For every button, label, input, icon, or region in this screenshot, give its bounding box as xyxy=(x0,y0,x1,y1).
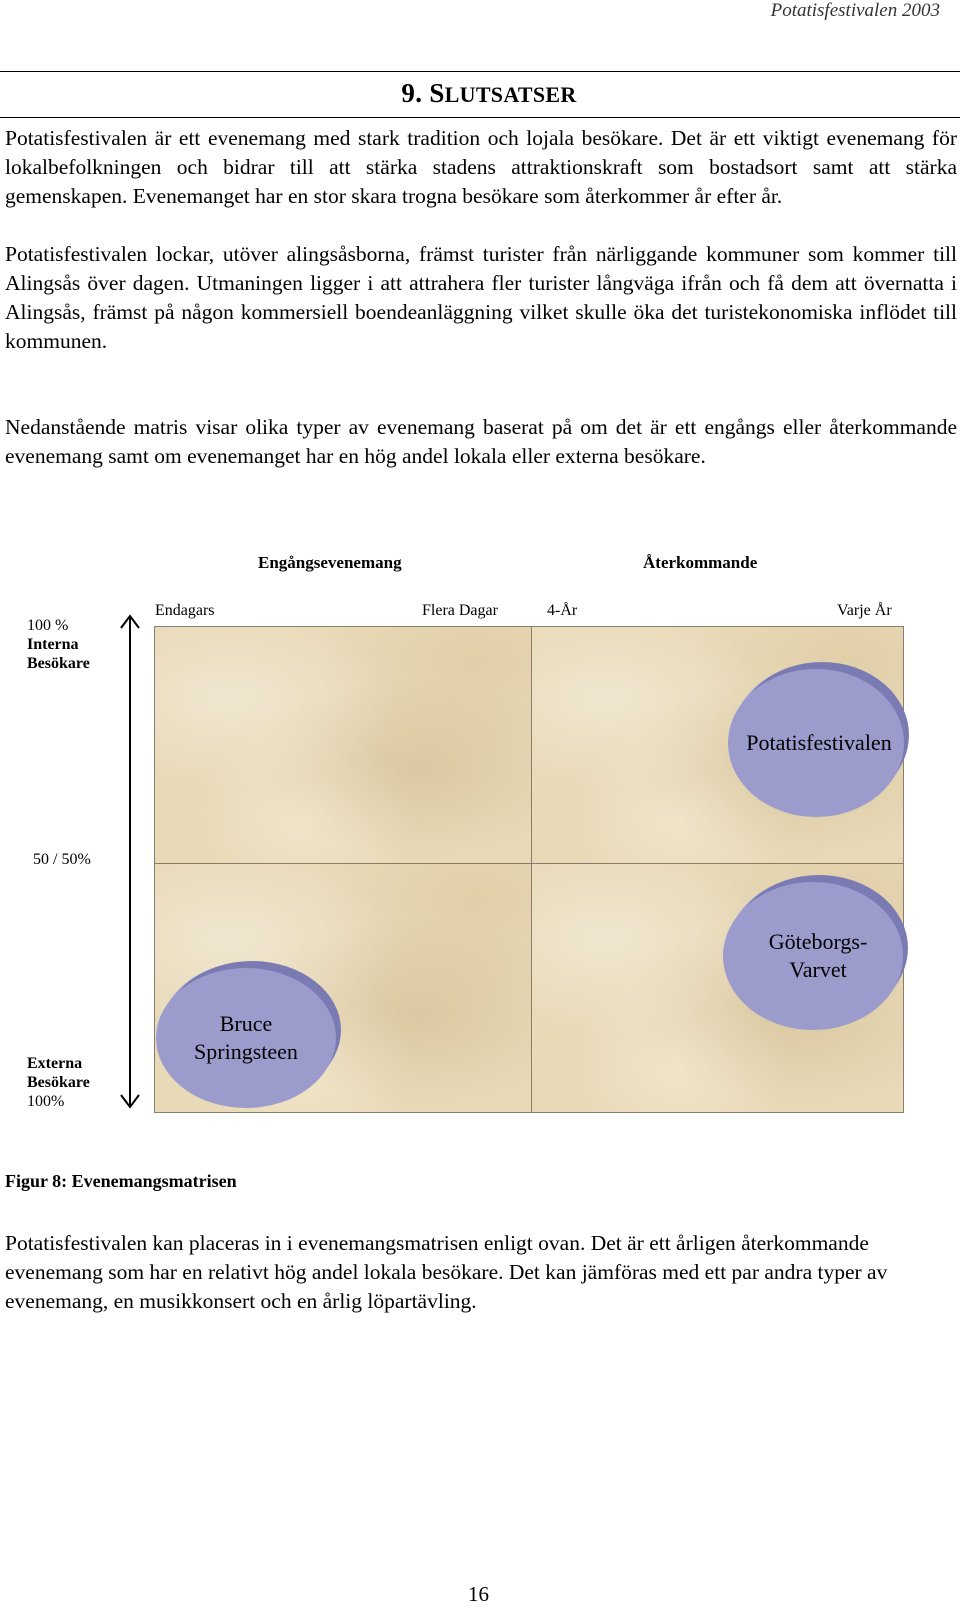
x-label-four-year: 4-År xyxy=(547,602,578,619)
page-number: 16 xyxy=(468,1582,489,1606)
event-bubble-bruce-springsteen xyxy=(156,968,336,1108)
event-label-bruce-springsteen xyxy=(194,1010,298,1066)
chapter-title-initial: S xyxy=(429,78,445,108)
y-label-bottom-percent: 100% xyxy=(27,1093,65,1110)
event-label-goteborgsvarvet-line1: Göteborgs- xyxy=(768,929,868,954)
paragraph-2: Potatisfestivalen lockar, utöver alingsåsborna, främst turister från närliggande kommuner som kommer till Alingsås över dagen. Utmaningen ligger i att attrahera fler turister långväga ifrån och få dem att övernatta i Alingsås, främst på någon kommersiell boendeanläggning vilket skulle öka det turistekonomiska inflödet till kommunen. xyxy=(5,242,957,353)
chapter-title-rest: LUTSATSER xyxy=(444,82,577,107)
paragraph-3: Nedanstående matris visar olika typer av evenemang baserat på om det är ett engångs eller återkommande evenemang samt om evenemanget har en hög andel lokala eller externa besökare. xyxy=(5,415,957,468)
event-label-bruce-springsteen-line2: Springsteen xyxy=(194,1039,298,1064)
header-rule xyxy=(0,71,960,72)
y-label-top-word1: Interna xyxy=(27,636,79,653)
y-label-bottom-word2: Besökare xyxy=(27,1074,90,1091)
y-label-middle: 50 / 50% xyxy=(33,851,91,868)
figure-caption: Figur 8: Evenemangsmatrisen xyxy=(5,1171,237,1191)
column-header-recurring: Återkommande xyxy=(643,553,758,572)
y-label-top xyxy=(27,616,90,673)
event-label-goteborgsvarvet-line2: Varvet xyxy=(789,957,847,982)
chapter-number: 9. xyxy=(401,78,423,108)
running-header: Potatisfestivalen 2003 xyxy=(770,0,940,21)
y-label-top-percent: 100 % xyxy=(27,617,69,634)
closing-paragraph: Potatisfestivalen kan placeras in i evenemangsmatrisen enligt ovan. Det är ett årligen återkommande evenemang som har en relativt hög andel lokala besökare. Det kan jämföras med ett par andra typer av evenemang, en musikkonsert och en årlig löpartävling. xyxy=(5,1231,888,1313)
quadrant-top-left xyxy=(154,626,532,864)
paragraph-1: Potatisfestivalen är ett evenemang med stark tradition och lojala besökare. Det är ett viktigt evenemang för lokalbefolkningen och bidrar till att stärka stadens attraktionskraft som bostadsort samt att stärka gemenskapen. Evenemanget har en stor skara trogna besökare som återkommer år efter år. xyxy=(5,126,957,208)
vertical-double-arrow-icon xyxy=(115,612,145,1112)
event-label-goteborgsvarvet xyxy=(759,928,868,984)
x-label-every-year: Varje År xyxy=(837,602,892,619)
y-label-bottom-word1: Externa xyxy=(27,1055,83,1072)
event-bubble-goteborgsvarvet xyxy=(723,882,903,1030)
column-header-one-time: Engångsevenemang xyxy=(258,553,402,572)
event-label-bruce-springsteen-line1: Bruce xyxy=(219,1011,273,1036)
y-label-bottom xyxy=(27,1054,90,1111)
chapter-title xyxy=(0,78,960,109)
event-label-potatisfestivalen: Potatisfestivalen xyxy=(746,730,892,755)
title-rule xyxy=(0,117,960,118)
event-bubble-potatisfestivalen xyxy=(728,669,904,817)
x-label-one-day: Endagars xyxy=(155,602,215,619)
y-label-top-word2: Besökare xyxy=(27,655,90,672)
x-label-multi-day: Flera Dagar xyxy=(422,602,498,619)
